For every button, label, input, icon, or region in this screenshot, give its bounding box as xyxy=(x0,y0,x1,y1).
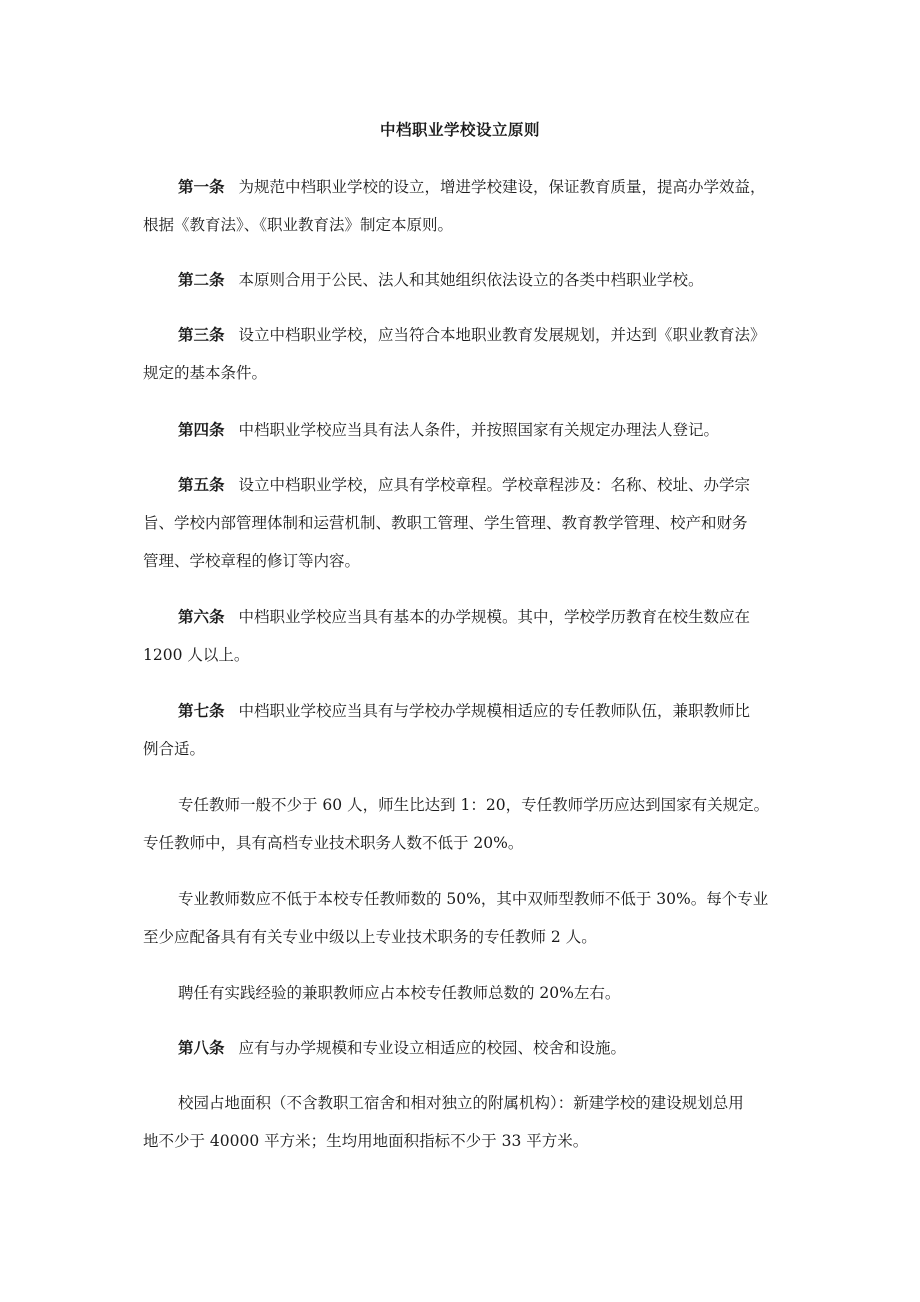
article-6-label: 第六条 xyxy=(178,607,225,626)
article-7-line-1: 中档职业学校应当具有与学校办学规模相适应的专任教师队伍，兼职教师比 xyxy=(238,702,751,720)
article-1-label: 第一条 xyxy=(178,177,225,196)
professional-teachers-line-1: 专业教师数应不低于本校专任教师数的 50%，其中双师型教师不低于 30%。每个专业 xyxy=(178,890,769,908)
article-5-line-2: 旨、学校内部管理体制和运营机制、教职工管理、学生管理、教育教学管理、校产和财务 xyxy=(143,514,748,532)
article-5-paragraph xyxy=(143,466,780,580)
professional-teachers-paragraph xyxy=(143,880,780,956)
part-time-teachers-line-1: 聘任有实践经验的兼职教师应占本校专任教师总数的 20%左右。 xyxy=(178,984,621,1002)
campus-area-line-1: 校园占地面积（不含教职工宿舍和相对独立的附属机构）：新建学校的建设规划总用 xyxy=(178,1094,744,1112)
article-2-label: 第二条 xyxy=(178,270,225,289)
professional-teachers-line-2: 至少应配备具有有关专业中级以上专业技术职务的专任教师 2 人。 xyxy=(143,928,597,946)
article-7-line-2: 例合适。 xyxy=(143,740,206,758)
article-6-paragraph xyxy=(143,598,780,674)
full-time-teachers-line-1: 专任教师一般不少于 60 人，师生比达到 1：20，专任教师学历应达到国家有关规定。 xyxy=(178,796,770,814)
article-5-line-3: 管理、学校章程的修订等内容。 xyxy=(143,552,361,570)
article-6-line-2: 1200 人以上。 xyxy=(143,646,250,664)
campus-area-line-2: 地不少于 40000 平方米；生均用地面积指标不少于 33 平方米。 xyxy=(143,1132,589,1150)
document-title: 中档职业学校设立原则 xyxy=(379,120,540,139)
article-3-line-1: 设立中档职业学校，应当符合本地职业教育发展规划，并达到《职业教育法》 xyxy=(238,326,766,344)
campus-area-paragraph xyxy=(143,1084,780,1160)
article-4-label: 第四条 xyxy=(178,420,225,439)
article-1-paragraph xyxy=(143,168,780,244)
article-8-line-1: 应有与办学规模和专业设立相适应的校园、校舍和设施。 xyxy=(238,1039,627,1057)
part-time-teachers-paragraph xyxy=(143,974,780,1012)
article-1-line-1: 为规范中档职业学校的设立，增进学校建设，保证教育质量，提高办学效益， xyxy=(238,178,766,196)
article-3-line-2: 规定的基本条件。 xyxy=(143,364,268,382)
article-4-line-1: 中档职业学校应当具有法人条件，并按照国家有关规定办理法人登记。 xyxy=(238,421,720,439)
article-7-paragraph xyxy=(143,692,780,768)
article-2-paragraph xyxy=(143,261,780,299)
article-7-label: 第七条 xyxy=(178,701,225,720)
article-4-paragraph xyxy=(143,411,780,449)
article-5-label: 第五条 xyxy=(178,475,225,494)
article-3-paragraph xyxy=(143,316,780,392)
article-3-label: 第三条 xyxy=(178,325,225,344)
full-time-teachers-line-2: 专任教师中，具有高档专业技术职务人数不低于 20%。 xyxy=(143,834,524,852)
article-6-line-1: 中档职业学校应当具有基本的办学规模。其中，学校学历教育在校生数应在 xyxy=(238,608,751,626)
article-5-line-1: 设立中档职业学校，应具有学校章程。学校章程涉及：名称、校址、办学宗 xyxy=(238,476,751,494)
article-1-line-2: 根据《教育法》、《职业教育法》制定本原则。 xyxy=(143,216,454,234)
article-2-line-1: 本原则合用于公民、法人和其她组织依法设立的各类中档职业学校。 xyxy=(238,271,704,289)
full-time-teachers-paragraph xyxy=(143,786,780,862)
article-8-label: 第八条 xyxy=(178,1038,225,1057)
article-8-paragraph xyxy=(143,1029,780,1067)
